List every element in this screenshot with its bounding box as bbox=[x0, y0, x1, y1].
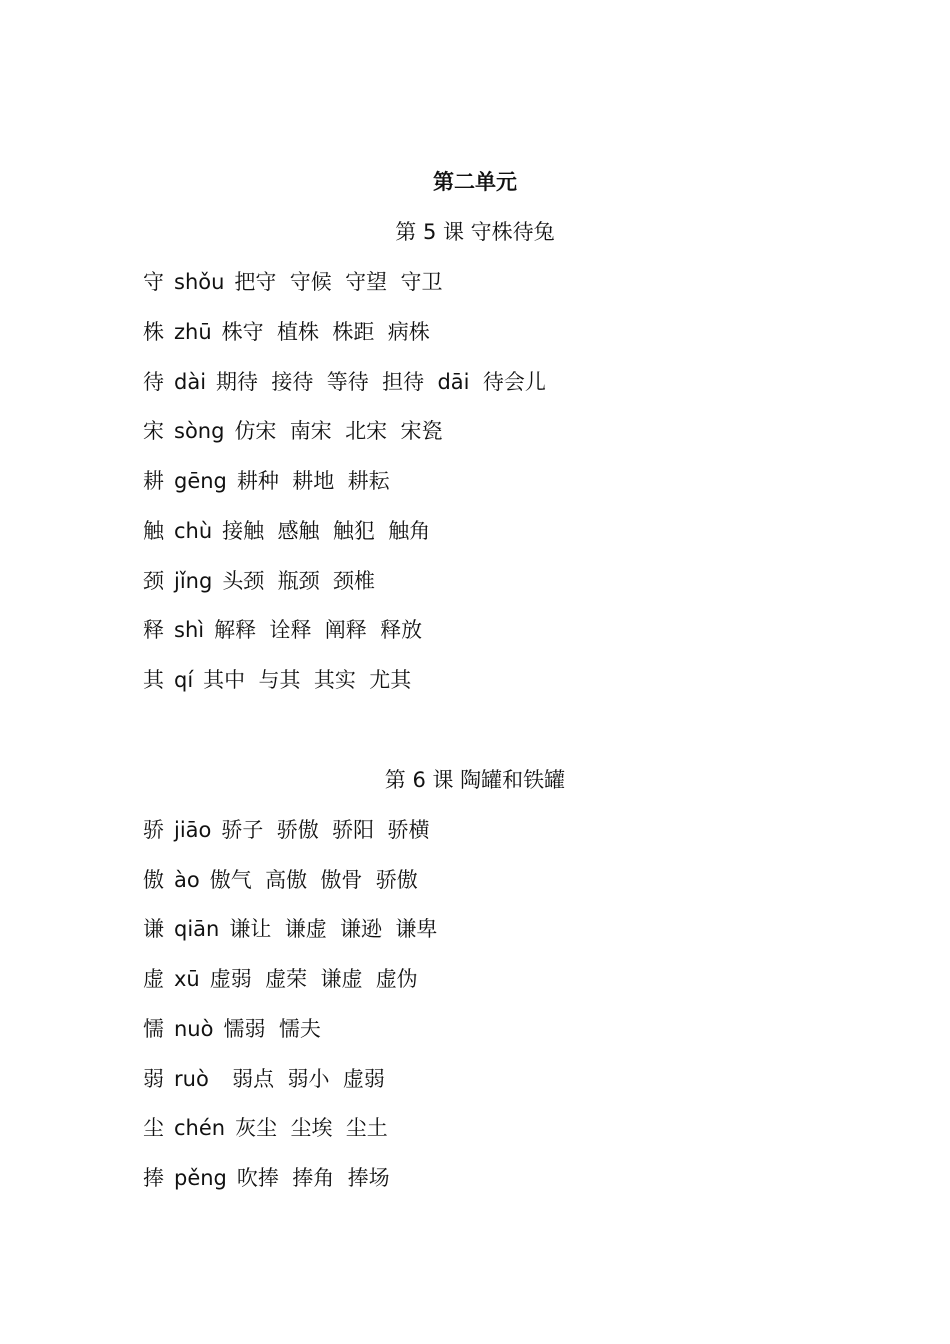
character: 懦 bbox=[143, 1017, 164, 1041]
lesson-title: 第 6 课 陶罐和铁罐 bbox=[384, 768, 566, 792]
word-list: 其中 与其 其实 尤其 bbox=[203, 668, 412, 692]
character: 待 bbox=[143, 370, 164, 394]
character: 耕 bbox=[143, 469, 164, 493]
character: 守 bbox=[143, 270, 164, 294]
word-list: 株守 植株 株距 病株 bbox=[221, 320, 430, 344]
word-list: 耕种 耕地 耕耘 bbox=[236, 469, 390, 493]
character: 捧 bbox=[143, 1166, 164, 1190]
word-list: 弱点 弱小 虚弱 bbox=[218, 1067, 385, 1091]
vocab-entry bbox=[143, 914, 447, 944]
vocab-entry bbox=[143, 815, 439, 845]
vocab-entry bbox=[143, 566, 385, 596]
word-list: 接触 感触 触犯 触角 bbox=[222, 519, 431, 543]
vocab-entry bbox=[143, 964, 428, 994]
pinyin: ào bbox=[174, 868, 200, 892]
word-list: 懦弱 懦夫 bbox=[223, 1017, 321, 1041]
pinyin: qiān bbox=[174, 917, 220, 941]
vocab-entry bbox=[143, 416, 453, 446]
pinyin: chén bbox=[174, 1116, 226, 1140]
character: 尘 bbox=[143, 1116, 164, 1140]
pinyin: gēng bbox=[174, 469, 227, 493]
vocab-entry bbox=[143, 267, 452, 297]
word-list: 虚弱 虚荣 谦虚 虚伪 bbox=[209, 967, 418, 991]
character: 株 bbox=[143, 320, 164, 344]
pinyin: chù bbox=[174, 519, 213, 543]
character: 弱 bbox=[143, 1067, 164, 1091]
character: 释 bbox=[143, 618, 164, 642]
pinyin: zhū bbox=[174, 320, 212, 344]
vocab-entry bbox=[143, 466, 400, 496]
vocab-entry bbox=[143, 665, 421, 695]
word-list: 解释 诠释 阐释 释放 bbox=[214, 618, 423, 642]
character: 宋 bbox=[143, 419, 164, 443]
vocab-entry bbox=[143, 1014, 331, 1044]
vocab-entry bbox=[143, 615, 432, 645]
character: 其 bbox=[143, 668, 164, 692]
pinyin: pěng bbox=[174, 1166, 227, 1190]
pinyin: sòng bbox=[174, 419, 225, 443]
pinyin: nuò bbox=[174, 1017, 214, 1041]
word-list: 骄子 骄傲 骄阳 骄横 bbox=[221, 818, 430, 842]
vocab-entry bbox=[143, 516, 440, 546]
lesson-title: 第 5 课 守株待兔 bbox=[395, 220, 555, 244]
vocab-entry bbox=[143, 317, 440, 347]
character: 傲 bbox=[143, 868, 164, 892]
vocab-entry bbox=[143, 367, 556, 397]
word-list: 吹捧 捧角 捧场 bbox=[236, 1166, 390, 1190]
pinyin: xū bbox=[174, 967, 200, 991]
vocab-entry bbox=[143, 1064, 395, 1094]
vocab-entry bbox=[143, 865, 428, 895]
word-list: 把守 守候 守望 守卫 bbox=[234, 270, 443, 294]
vocab-entry bbox=[143, 1163, 400, 1193]
word-list: 期待 接待 等待 担待 dāi 待会儿 bbox=[216, 370, 546, 394]
pinyin: shì bbox=[174, 618, 205, 642]
word-list: 傲气 高傲 傲骨 骄傲 bbox=[209, 868, 418, 892]
word-list: 灰尘 尘埃 尘土 bbox=[235, 1116, 388, 1140]
word-list: 仿宋 南宋 北宋 宋瓷 bbox=[234, 419, 443, 443]
unit-title: 第二单元 bbox=[433, 170, 517, 194]
pinyin: qí bbox=[174, 668, 194, 692]
pinyin: dài bbox=[174, 370, 207, 394]
word-list: 头颈 瓶颈 颈椎 bbox=[222, 569, 376, 593]
character: 触 bbox=[143, 519, 164, 543]
pinyin: ruò bbox=[174, 1067, 209, 1091]
character: 骄 bbox=[143, 818, 164, 842]
pinyin: shǒu bbox=[174, 270, 225, 294]
character: 谦 bbox=[143, 917, 164, 941]
character: 虚 bbox=[143, 967, 164, 991]
vocab-entry bbox=[143, 1113, 398, 1143]
pinyin: jǐng bbox=[174, 569, 213, 593]
pinyin: jiāo bbox=[174, 818, 212, 842]
word-list: 谦让 谦虚 谦逊 谦卑 bbox=[229, 917, 438, 941]
character: 颈 bbox=[143, 569, 164, 593]
